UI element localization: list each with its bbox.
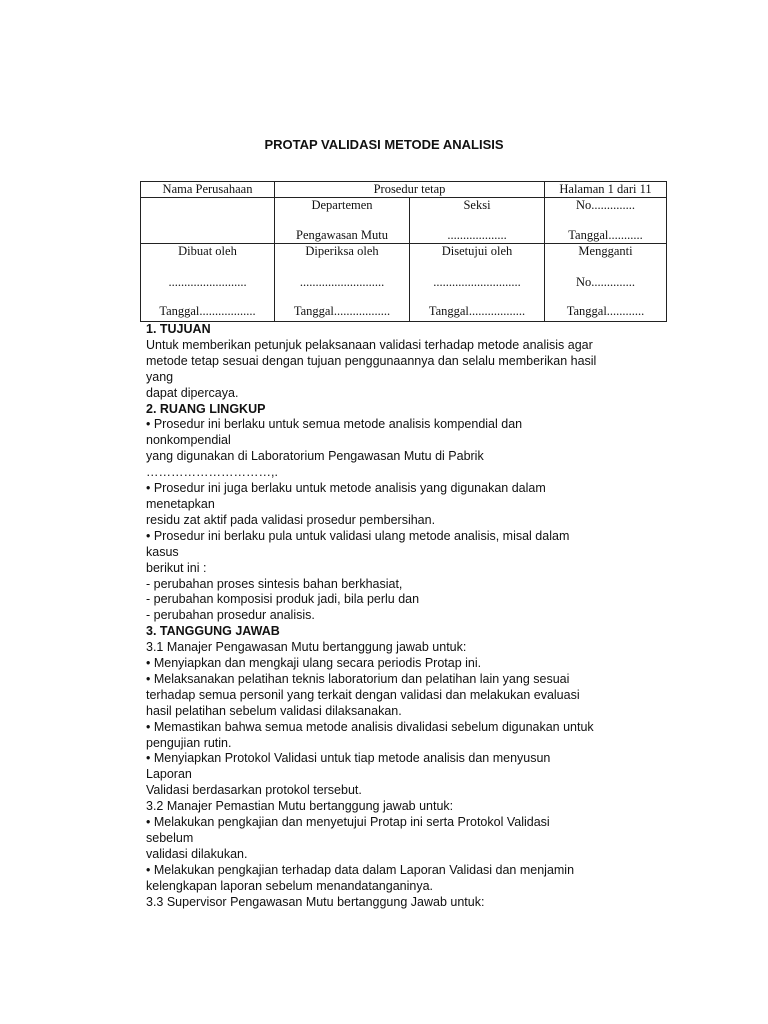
body-line: 3.3 Supervisor Pengawasan Mutu bertanggung Jawab untuk: [146, 894, 485, 909]
body-line: - perubahan proses sintesis bahan berkhasiat, [146, 576, 403, 591]
department-value: Pengawasan Mutu [296, 228, 388, 242]
number-field: No.............. [576, 198, 636, 212]
body-line: • Menyiapkan dan mengkaji ulang secara periodis Protap ini. [146, 656, 482, 671]
blank-cell [141, 198, 275, 244]
body-line: …………………………,. [146, 465, 278, 480]
checked-by-cell [275, 244, 410, 322]
body-line: validasi dilakukan. [146, 846, 248, 861]
made-by-signature: ......................... [168, 275, 247, 289]
body-line: • Prosedur ini berlaku pula untuk validasi ulang metode analisis, misal dalam [146, 528, 570, 543]
procedure-label: Prosedur tetap [373, 182, 446, 196]
checked-by-label: Diperiksa oleh [305, 244, 379, 258]
number-date-cell [545, 198, 667, 244]
body-line: terhadap semua personil yang terkait dengan validasi dan melakukan evaluasi [146, 687, 580, 702]
body-line: 3.2 Manajer Pemastian Mutu bertanggung jawab untuk: [146, 799, 454, 814]
body-line: residu zat aktif pada validasi prosedur pembersihan. [146, 512, 436, 527]
section-heading: 3. TANGGUNG JAWAB [146, 624, 280, 639]
document-body [146, 322, 646, 911]
replaces-label: Mengganti [578, 244, 633, 258]
body-line: Validasi berdasarkan protokol tersebut. [146, 783, 362, 798]
body-line: nonkompendial [146, 433, 231, 448]
approved-by-date: Tanggal.................. [428, 304, 526, 318]
date-field: Tanggal........... [568, 228, 643, 242]
approved-by-cell [410, 244, 545, 322]
body-line: • Prosedur ini berlaku untuk semua metode analisis kompendial dan [146, 417, 523, 432]
body-line: metode tetap sesuai dengan tujuan penggunaannya dan selalu memberikan hasil [146, 353, 597, 368]
body-line: • Memastikan bahwa semua metode analisis divalidasi sebelum digunakan untuk [146, 719, 594, 734]
body-line: Laporan [146, 767, 192, 782]
body-line: • Melaksanakan pelatihan teknis laboratorium dan pelatihan lain yang sesuai [146, 671, 570, 686]
procedure-cell [275, 182, 545, 198]
replaces-cell [545, 244, 667, 322]
document-title: PROTAP VALIDASI METODE ANALISIS [264, 137, 504, 152]
body-line: dapat dipercaya. [146, 385, 239, 400]
body-line: sebelum [146, 831, 194, 845]
body-line: hasil pelatihan sebelum validasi dilaksanakan. [146, 703, 402, 718]
company-name-label: Nama Perusahaan [162, 182, 253, 196]
section-value: ................... [447, 228, 507, 242]
department-cell [275, 198, 410, 244]
made-by-label: Dibuat oleh [178, 244, 237, 258]
page-count-label: Halaman 1 dari 11 [559, 182, 652, 196]
body-line: yang digunakan di Laboratorium Pengawasan Mutu di Pabrik [146, 449, 484, 464]
section-heading: 1. TUJUAN [146, 322, 211, 336]
body-line: - perubahan prosedur analisis. [146, 608, 315, 623]
header-table [140, 181, 667, 322]
body-line: menetapkan [146, 496, 215, 511]
body-line: kelengkapan laporan sebelum menandatanganinya. [146, 878, 434, 893]
body-line: • Menyiapkan Protokol Validasi untuk tiap metode analisis dan menyusun [146, 751, 551, 766]
made-by-date: Tanggal.................. [159, 304, 256, 318]
body-line: berikut ini : [146, 560, 207, 575]
body-line: Untuk memberikan petunjuk pelaksanaan validasi terhadap metode analisis agar [146, 337, 593, 352]
replaces-number: No.............. [576, 275, 636, 289]
body-line: yang [146, 369, 174, 384]
body-line: pengujian rutin. [146, 735, 232, 750]
body-line: • Melakukan pengkajian dan menyetujui Protap ini serta Protokol Validasi [146, 815, 550, 830]
page-count-cell [545, 182, 667, 198]
section-label: Seksi [463, 198, 491, 212]
checked-by-date: Tanggal.................. [293, 304, 391, 318]
section-cell [410, 198, 545, 244]
body-line: 3.1 Manajer Pengawasan Mutu bertanggung jawab untuk: [146, 640, 467, 655]
section-heading: 2. RUANG LINGKUP [146, 401, 266, 416]
department-label: Departemen [311, 198, 373, 212]
company-name-cell [141, 182, 275, 198]
replaces-date: Tanggal............ [566, 304, 645, 318]
body-line: • Prosedur ini juga berlaku untuk metode analisis yang digunakan dalam [146, 481, 546, 496]
made-by-cell [141, 244, 275, 322]
body-line: - perubahan komposisi produk jadi, bila perlu dan [146, 592, 420, 607]
body-line: kasus [146, 544, 179, 559]
approved-by-signature: ............................ [433, 275, 521, 289]
body-line: • Melakukan pengkajian terhadap data dalam Laporan Validasi dan menjamin [146, 862, 575, 877]
approved-by-label: Disetujui oleh [441, 244, 513, 258]
checked-by-signature: ........................... [299, 275, 385, 289]
